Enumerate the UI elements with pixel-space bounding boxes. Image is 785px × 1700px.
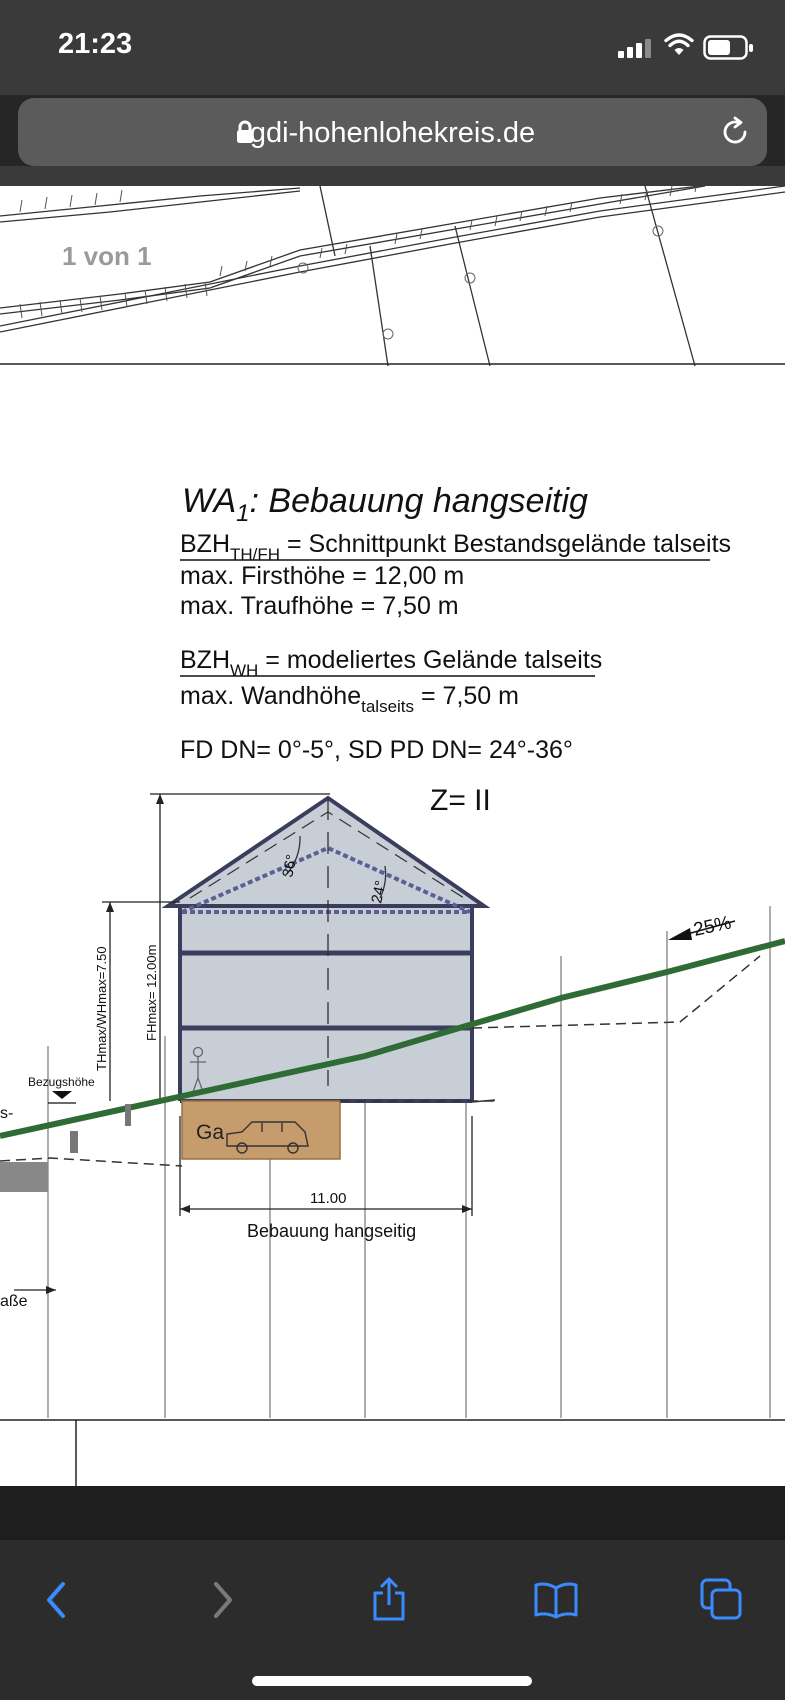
chevron-left-icon [41,1580,71,1620]
wandhoehe-value: = 7,50 m [414,682,519,710]
bzh1-definition: = Schnittpunkt Bestandsgelände talseits [280,530,732,558]
bzh2-label: BZH [180,646,230,674]
title-subscript: 1 [236,500,250,527]
bookmarks-button[interactable] [526,1570,586,1630]
address-bar[interactable] [18,98,767,166]
bzh1-subscript: TH/FH [230,545,281,564]
battery-icon [703,35,755,61]
tabs-icon [699,1577,745,1623]
road-fill [0,1162,48,1192]
fh-max-label: FHmax= 12.00m [144,944,159,1041]
share-button[interactable] [359,1570,419,1630]
angle-24: 24° [368,879,390,905]
clock: 21:23 [58,28,133,60]
plan-lines [0,186,785,366]
bzh2-definition: = modeliertes Gelände talseits [258,646,603,674]
bzh2-subscript: WH [230,661,259,680]
share-icon [369,1577,409,1623]
house-body [180,906,472,1101]
slope-label: 25% [691,912,734,941]
roof-spec: FD DN= 0°-5°, SD PD DN= 24°-36° [180,736,573,764]
bzh1-label: BZH [180,530,230,558]
reference-height-label: Bezugshöhe [28,1075,95,1089]
svg-text:BZHTH/FH = Schnittpunkt Bestan [180,530,731,564]
document-bottom-area [0,1486,785,1540]
width-dimension: 11.00 [310,1190,347,1207]
plan-circles [298,226,663,339]
drawing-title: WA [182,482,237,520]
edge-label-1: s- [0,1105,14,1122]
browser-header-fill [0,166,785,186]
svg-text:WA1: Bebauung hangseitig [182,482,588,527]
max-firsthoehe: max. Firsthöhe = 12,00 m [180,562,465,590]
url-text[interactable]: gdi-hohenlohekreis.de [249,117,536,149]
floor-count: Z= II [430,784,491,817]
wandhoehe-label: max. Wandhöhe [180,682,362,710]
book-icon [533,1580,579,1620]
home-indicator [252,1676,532,1686]
svg-text:BZHWH = modeliertes Gelände t [180,646,602,680]
title-rest: : Bebauung hangseitig [249,482,588,520]
status-bar [0,0,785,95]
chevron-right-icon [208,1580,238,1620]
cellular-signal-icon [618,38,654,58]
bottom-toolbar [0,1540,785,1700]
section-caption: Bebauung hangseitig [247,1221,417,1241]
wandhoehe-subscript: talseits [361,697,415,716]
forward-button[interactable] [193,1570,253,1630]
tabs-button[interactable] [692,1570,752,1630]
wifi-icon [664,33,694,57]
svg-text:max. Wandhöhetalseits = 7,50 m [180,682,519,716]
cross-section-drawing [0,186,785,1486]
reload-icon[interactable] [718,115,752,149]
page-indicator: 1 von 1 [62,241,152,271]
max-traufhoehe: max. Traufhöhe = 7,50 m [180,592,459,620]
th-max-label: THmax/WHmax=7.50 [94,946,109,1071]
document-view[interactable] [0,186,785,1486]
garage-label: Ga [196,1121,225,1144]
edge-label-2: aße [0,1293,28,1310]
back-button[interactable] [26,1570,86,1630]
angle-36: 36° [279,853,301,879]
